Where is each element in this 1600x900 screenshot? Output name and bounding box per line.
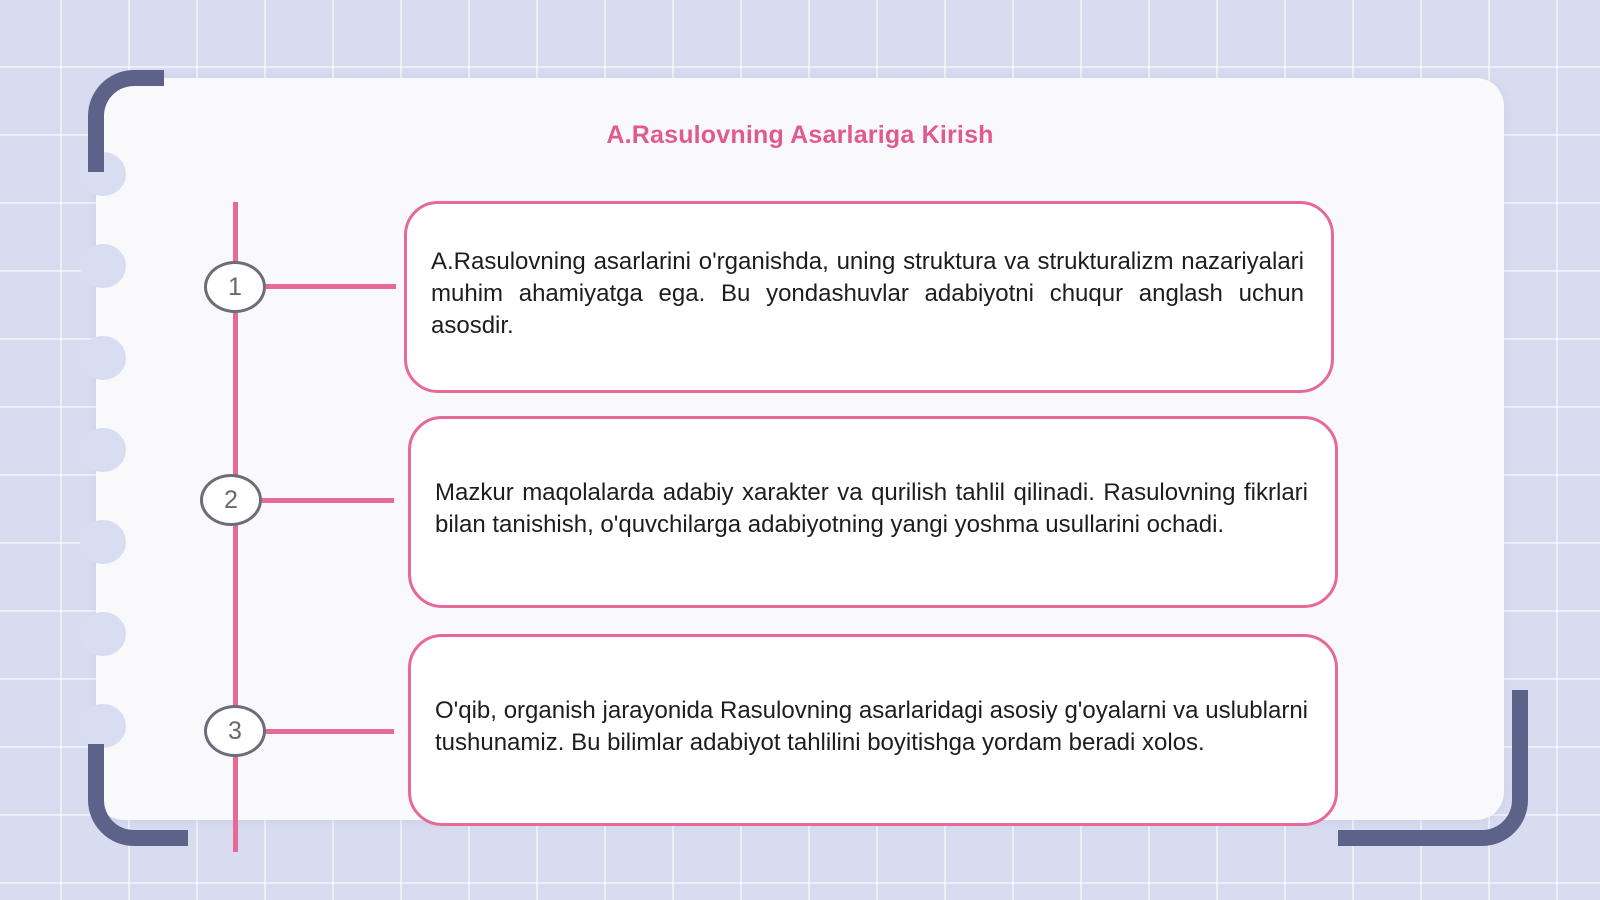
corner-bracket-top-left (88, 70, 164, 172)
timeline-node-number: 1 (228, 272, 242, 301)
timeline-node-number: 2 (224, 485, 238, 514)
timeline-connector (266, 284, 396, 289)
timeline-node-2 (200, 474, 262, 526)
paper-notch (80, 704, 126, 748)
paper-notch (80, 612, 126, 656)
paper-notch (80, 428, 126, 472)
timeline-node-1 (204, 261, 266, 313)
paper-notch (80, 244, 126, 288)
timeline-connector (266, 729, 394, 734)
timeline-node-number: 3 (228, 716, 242, 745)
timeline-node-3 (204, 705, 266, 757)
timeline-card-3 (408, 634, 1338, 826)
timeline-card-2 (408, 416, 1338, 608)
timeline-card-1 (404, 201, 1334, 393)
corner-bracket-bottom-left (88, 744, 188, 846)
timeline-card-text: Mazkur maqolalarda adabiy xarakter va qurilish tahlil qilinadi. Rasulovning fikrlari bilan tanishish, o'quvchilarga adabiyotning yangi yoshma usullarini ochadi. (435, 479, 1308, 538)
timeline-card-text: A.Rasulovning asarlarini o'rganishda, uning struktura va strukturalizm nazariyalari muhim ahamiyatga ega. Bu yondashuvlar adabiyotni chuqur anglash uchun asosdir. (431, 248, 1304, 339)
slide-title: A.Rasulovning Asarlariga Kirish (606, 121, 994, 149)
paper-notch (80, 336, 126, 380)
timeline-card-text: O'qib, organish jarayonida Rasulovning asarlaridagi asosiy g'oyalarni va uslublarni tushunamiz. Bu bilimlar adabiyot tahlilini boyitishga yordam beradi xolos. (435, 697, 1308, 756)
paper-notch (80, 520, 126, 564)
corner-bracket-bottom-right (1338, 690, 1528, 846)
timeline-connector (262, 498, 394, 503)
